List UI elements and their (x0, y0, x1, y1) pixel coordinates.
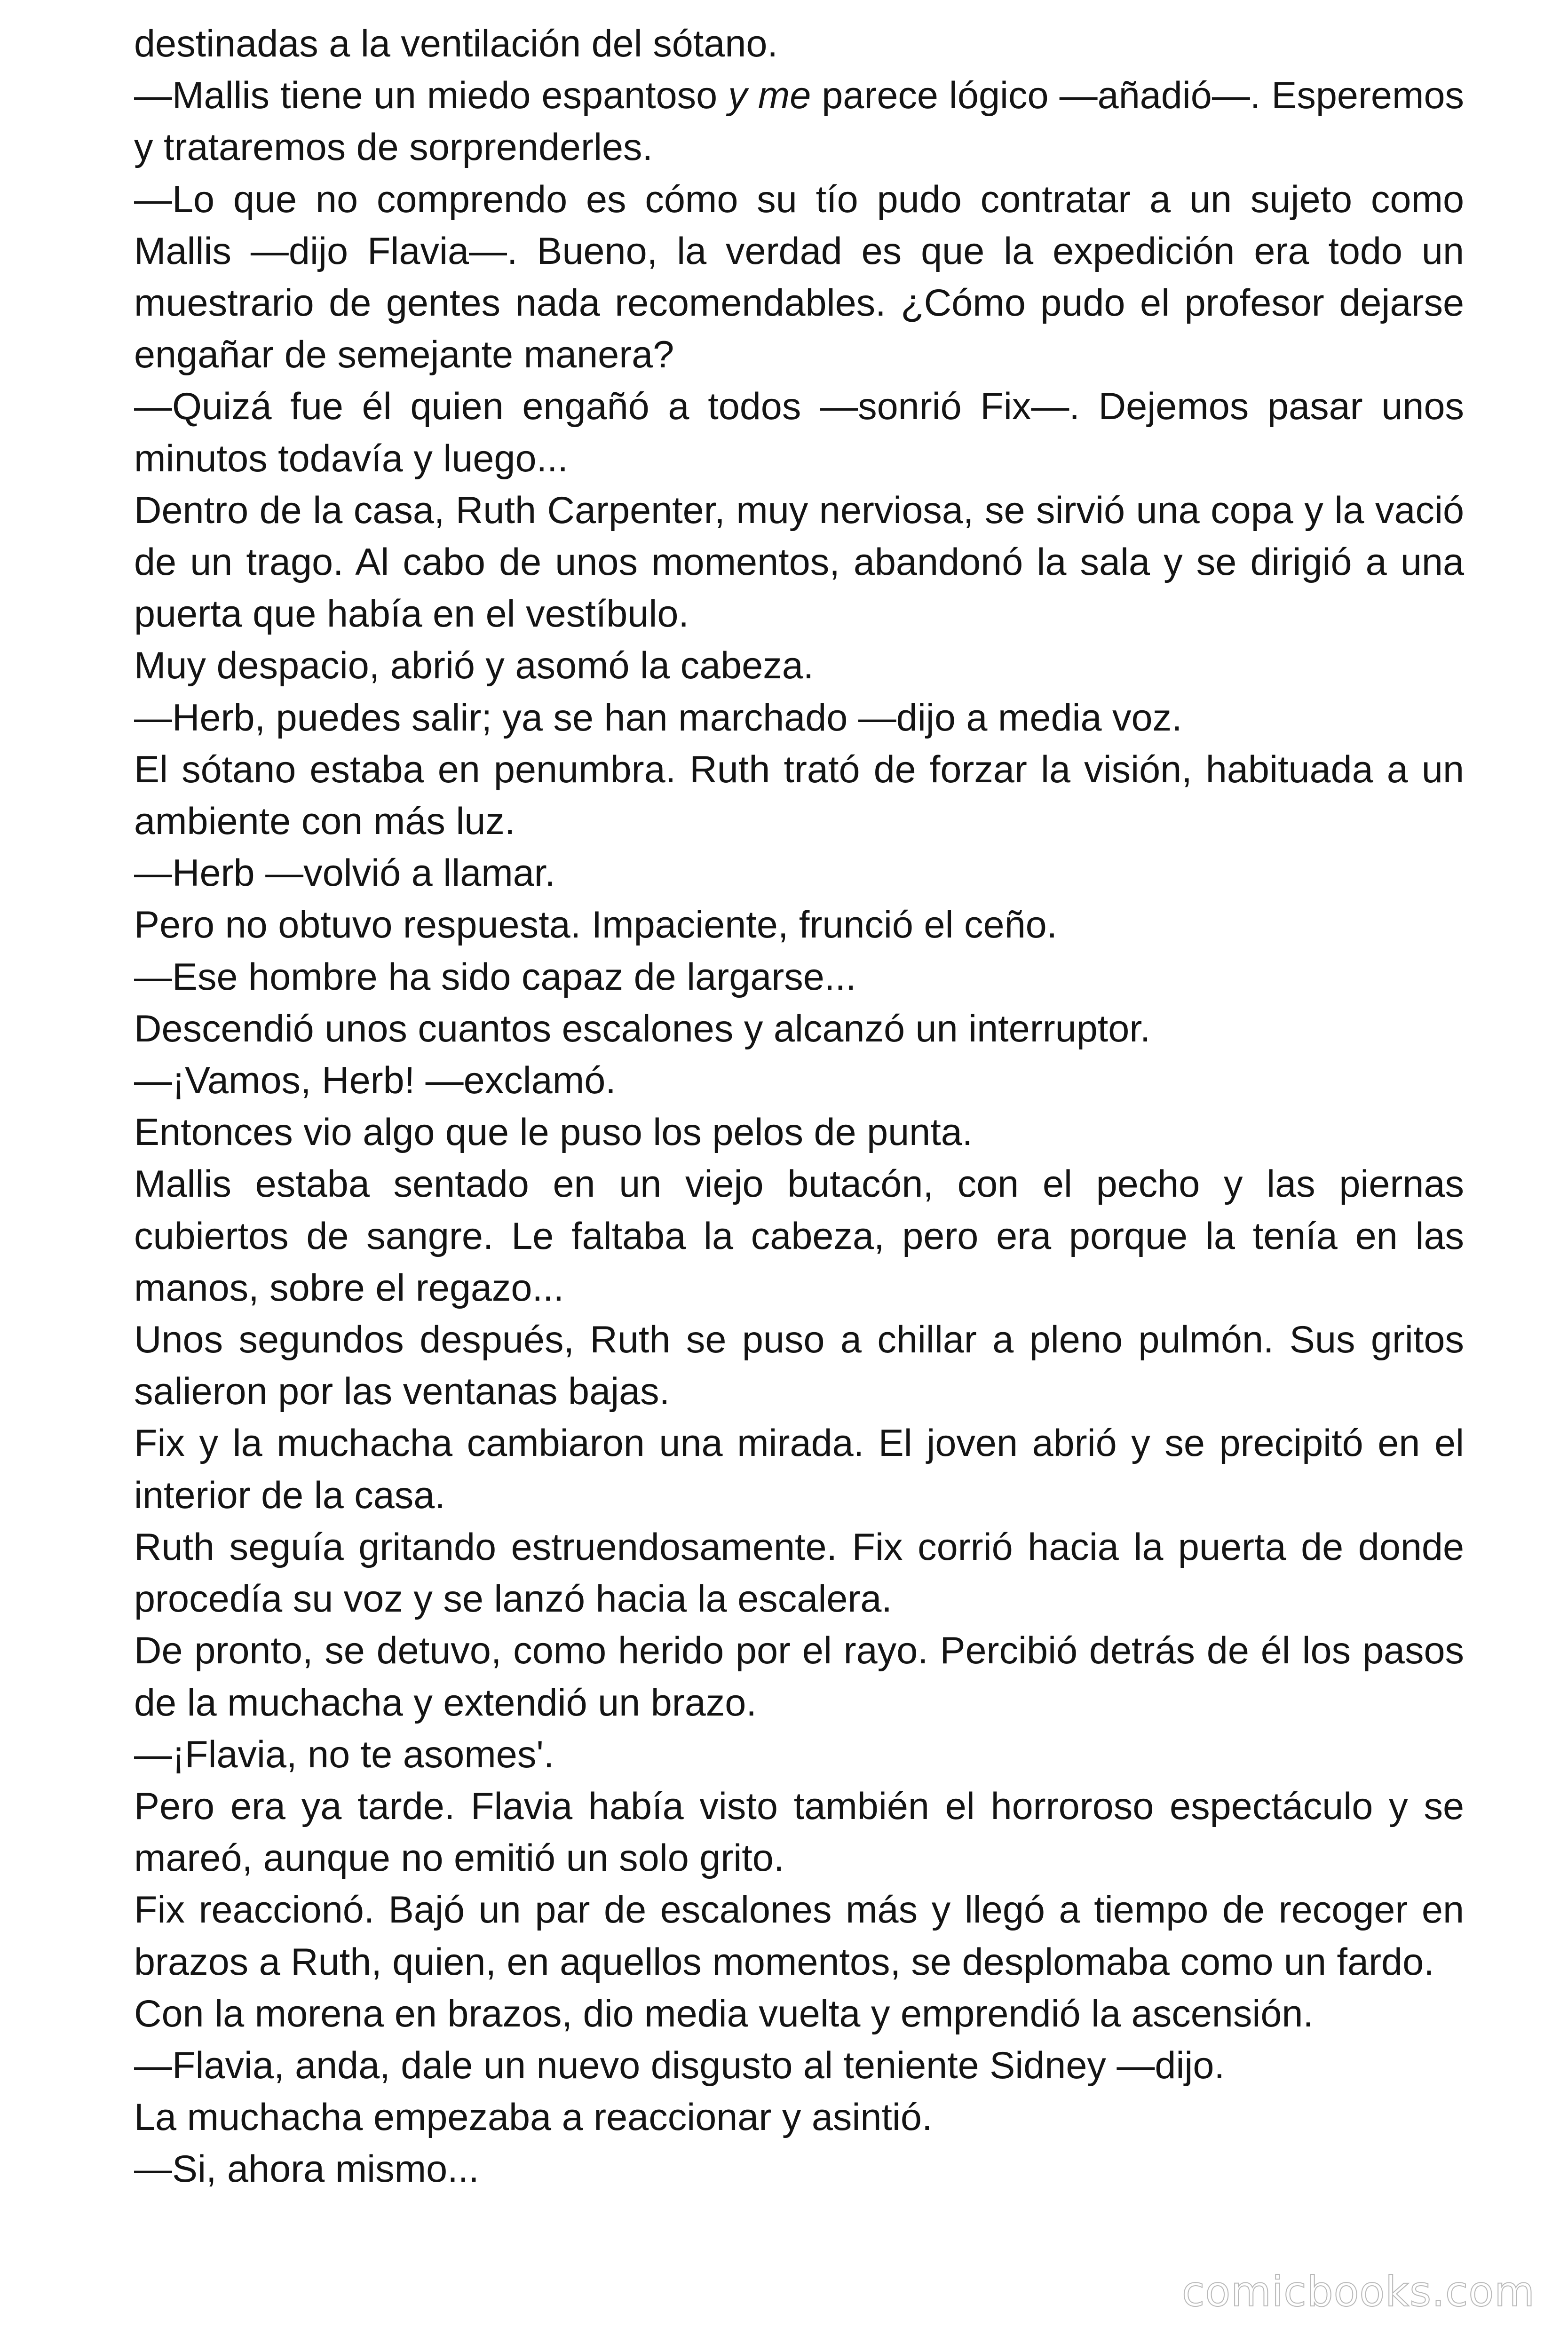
paragraph: destinadas a la ventilación del sótano. (134, 23, 778, 65)
paragraph: La muchacha empezaba a reaccionar y asintió. (134, 2096, 933, 2139)
paragraph: Mallis estaba sentado en un viejo butacón, con el pecho y las piernas cubiertos de sangre. Le faltaba la cabeza, pero era porque la tenía en las manos, sobre el regazo... (134, 1163, 1464, 1309)
italic-segment: y me (728, 74, 811, 117)
paragraph: —Herb —volvió a llamar. (134, 852, 555, 895)
paragraph: Pero no obtuvo respuesta. Impaciente, frunció el ceño. (134, 904, 1058, 946)
paragraph-segment: parece lógico —añadió—. Esperemos y trataremos de sorprenderles. (134, 74, 1464, 169)
paragraph: Pero era ya tarde. Flavia había visto también el horroroso espectáculo y se mareó, aunque no emitió un solo grito. (134, 1785, 1464, 1880)
paragraph (134, 70, 1464, 173)
paragraph: —¡Vamos, Herb! —exclamó. (134, 1059, 616, 1102)
paragraph: Fix reaccionó. Bajó un par de escalones más y llegó a tiempo de recoger en brazos a Ruth, quien, en aquellos momentos, se desplomaba como un fardo. (134, 1889, 1464, 1983)
paragraph: El sótano estaba en penumbra. Ruth trató de forzar la visión, habituada a un ambiente con más luz. (134, 748, 1464, 843)
paragraph-segment: —Mallis tiene un miedo espantoso (134, 74, 729, 117)
paragraph: —¡Flavia, no te asomes'. (134, 1733, 554, 1776)
paragraph: —Herb, puedes salir; ya se han marchado —dijo a media voz. (134, 696, 1182, 739)
paragraph: Dentro de la casa, Ruth Carpenter, muy nerviosa, se sirvió una copa y la vació de un trago. Al cabo de unos momentos, abandonó la sala y se dirigió a una puerta que había en el vestíbulo. (134, 489, 1464, 636)
paragraph: Muy despacio, abrió y asomó la cabeza. (134, 644, 814, 687)
paragraph: —Si, ahora mismo... (134, 2148, 479, 2191)
paragraph: Con la morena en brazos, dio media vuelta y emprendió la ascensión. (134, 1992, 1314, 2035)
paragraph: —Ese hombre ha sido capaz de largarse... (134, 955, 856, 998)
paragraph: —Flavia, anda, dale un nuevo disgusto al teniente Sidney —dijo. (134, 2044, 1225, 2087)
watermark: comicbooks.com (1181, 2267, 1535, 2316)
paragraph: Entonces vio algo que le puso los pelos de punta. (134, 1111, 973, 1154)
paragraph: De pronto, se detuvo, como herido por el rayo. Percibió detrás de él los pasos de la muchacha y extendió un brazo. (134, 1629, 1464, 1724)
paragraph: —Lo que no comprendo es cómo su tío pudo contratar a un sujeto como Mallis —dijo Flavia—. Bueno, la verdad es que la expedición era todo un muestrario de gentes nada recomendables. ¿Cómo pudo el profesor dejarse engañar de semejante manera? (134, 178, 1464, 376)
paragraph: —Quizá fue él quien engañó a todos —sonrió Fix—. Dejemos pasar unos minutos todavía y luego... (134, 385, 1464, 480)
paragraph: Fix y la muchacha cambiaron una mirada. El joven abrió y se precipitó en el interior de la casa. (134, 1422, 1464, 1517)
paragraph: Ruth seguía gritando estruendosamente. Fix corrió hacia la puerta de donde procedía su voz y se lanzó hacia la escalera. (134, 1526, 1464, 1621)
body-text (134, 18, 1464, 2195)
paragraph: Descendió unos cuantos escalones y alcanzó un interruptor. (134, 1007, 1151, 1050)
paragraph: Unos segundos después, Ruth se puso a chillar a pleno pulmón. Sus gritos salieron por las ventanas bajas. (134, 1319, 1464, 1413)
